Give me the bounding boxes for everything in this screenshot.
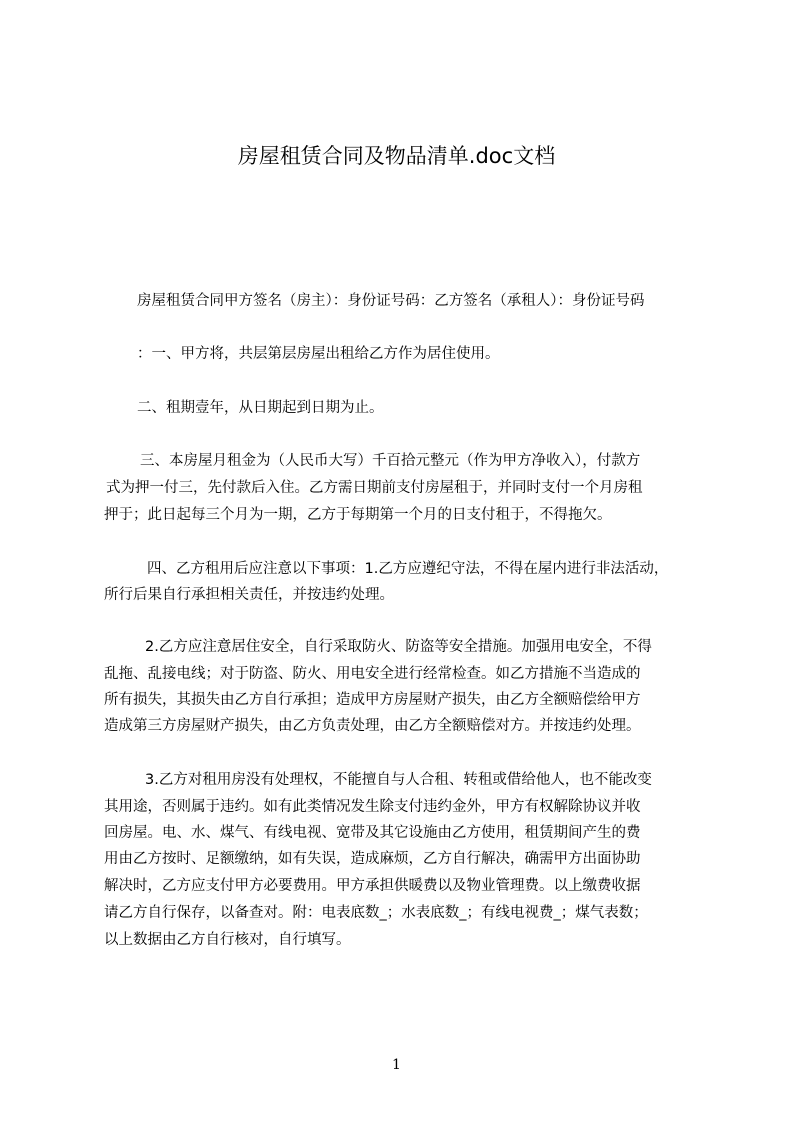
paragraph-7-line-4: 用由乙方按时、足额缴纳，如有失误，造成麻烦，乙方自行解决，确需甲方出面协助: [104, 851, 641, 867]
paragraph-5-line-2: 所行后果自行承担相关责任，并按违约处理。: [104, 587, 394, 603]
paragraph-7-line-6: 请乙方自行保存，以备查对。附：电表底数_；水表底数_；有线电视费_；煤气表数；: [104, 905, 648, 921]
paragraph-4-line-2: 式为押一付三，先付款后入住。乙方需日期前支付房屋租于，并同时支付一个月房租: [106, 480, 643, 496]
paragraph-6-line-1: 2.乙方应注意居住安全，自行采取防火、防盗等安全措施。加强用电安全，不得: [145, 639, 652, 655]
paragraph-7-line-3: 回房屋。电、水、煤气、有线电视、宽带及其它设施由乙方使用，租赁期间产生的费: [104, 825, 641, 841]
paragraph-7-line-5: 解决时，乙方应支付甲方必要费用。甲方承担供暖费以及物业管理费。以上缴费收据: [104, 878, 641, 894]
paragraph-7-line-7: 以上数据由乙方自行核对，自行填写。: [104, 932, 351, 948]
paragraph-4-line-1: 三、本房屋月租金为（人民币大写）千百拾元整元（作为甲方净收入），付款方: [140, 453, 641, 469]
paragraph-1-line-1: 房屋租赁合同甲方签名（房主）：身份证号码：乙方签名（承租人）：身份证号码: [137, 293, 645, 309]
paragraph-5-line-1: 四、乙方租用后应注意以下事项：1.乙方应遵纪守法，不得在屋内进行非法活动，: [147, 561, 669, 577]
page-number: 1: [392, 1057, 401, 1073]
document-title: 房屋租赁合同及物品清单.doc文档: [237, 144, 556, 168]
paragraph-7-line-1: 3.乙方对租用房没有处理权，不能擅自与人合租、转租或借给他人，也不能改变: [145, 772, 652, 788]
paragraph-3-line-1: 二、租期壹年，从日期起到日期为止。: [137, 400, 384, 416]
paragraph-4-line-3: 押于；此日起每三个月为一期，乙方于每期第一个月的日支付租于，不得拖欠。: [104, 507, 612, 523]
paragraph-2-line-1: ：一、甲方将，共层第层房屋出租给乙方作为居住使用。: [137, 346, 500, 362]
paragraph-6-line-4: 造成第三方房屋财产损失，由乙方负责处理，由乙方全额赔偿对方。并按违约处理。: [104, 718, 641, 734]
paragraph-6-line-3: 所有损失，其损失由乙方自行承担；造成甲方房屋财产损失，由乙方全额赔偿给甲方: [104, 692, 641, 708]
paragraph-7-line-2: 其用途，否则属于违约。如有此类情况发生除支付违约金外，甲方有权解除协议并收: [104, 799, 641, 815]
paragraph-6-line-2: 乱拖、乱接电线；对于防盗、防火、用电安全进行经常检查。如乙方措施不当造成的: [104, 666, 641, 682]
